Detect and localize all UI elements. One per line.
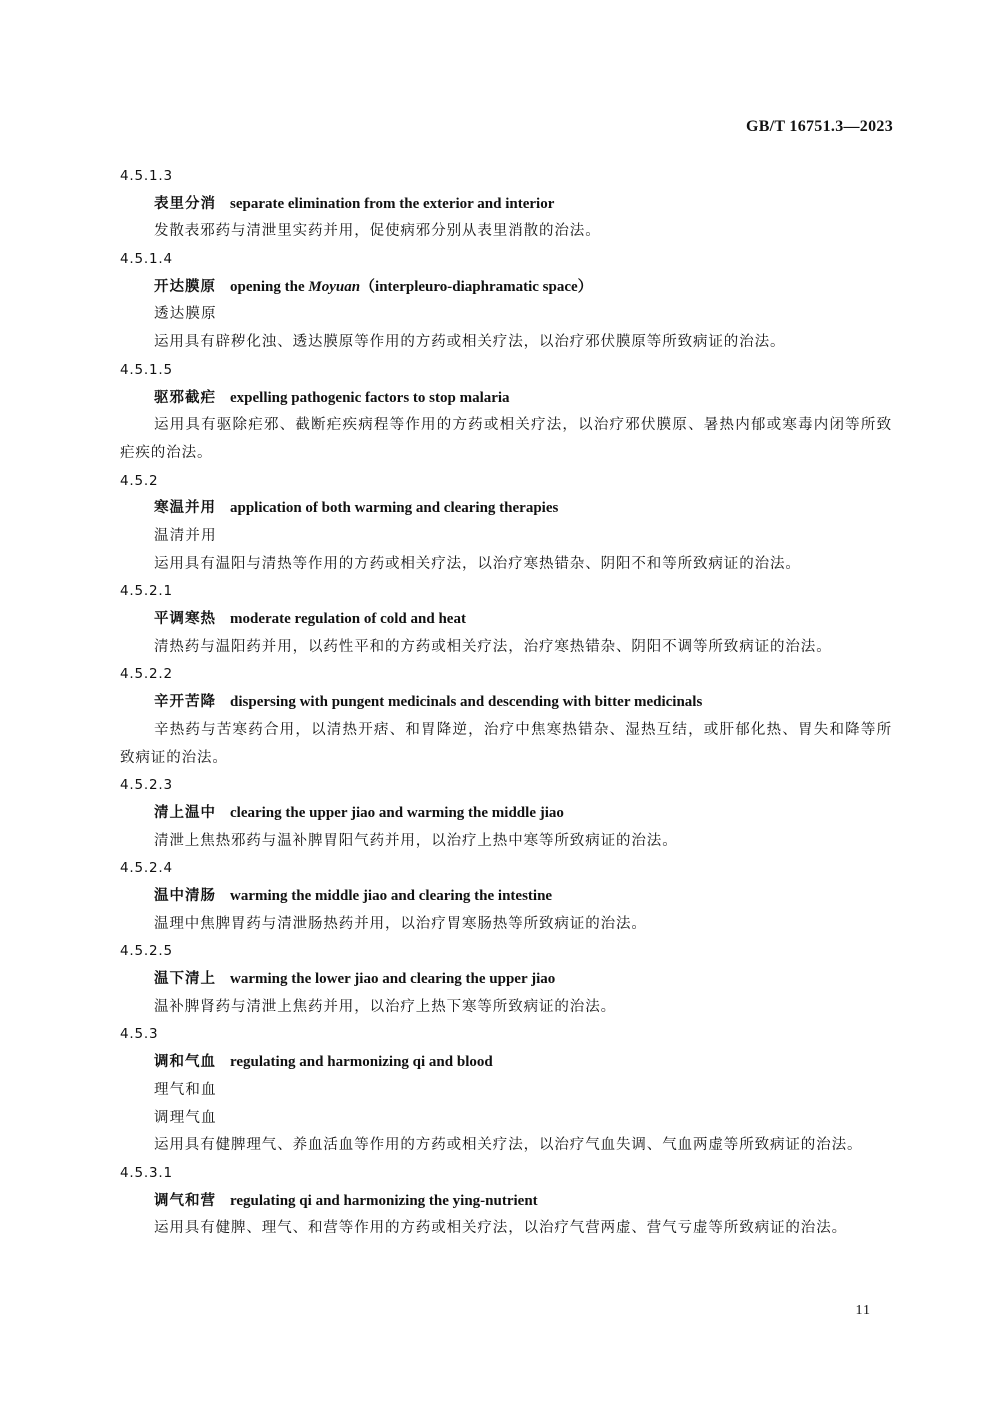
term-definition: 运用具有辟秽化浊、透达膜原等作用的方药或相关疗法，以治疗邪伏膜原等所致病证的治法。 [154, 334, 786, 351]
term-english: clearing the upper jiao and warming the middle jiao [230, 804, 564, 821]
term-line [120, 606, 892, 634]
term-synonym: 调理气血 [154, 1109, 217, 1126]
entry-number: 4.5.2.4 [120, 860, 173, 877]
standard-code: GB/T 16751.3—2023 [745, 118, 893, 135]
entry-number: 4.5.1.3 [120, 168, 173, 184]
term-chinese: 驱邪截疟 [154, 389, 216, 406]
term-line [120, 1188, 892, 1216]
term-synonym: 透达膜原 [154, 306, 217, 323]
page-number: 11 [855, 1303, 871, 1318]
term-definition: 运用具有健脾、理气、和营等作用的方药或相关疗法，以治疗气营两虚、营气亏虚等所致病证的治法。 [154, 1220, 847, 1237]
entry-number: 4.5.2.3 [120, 777, 173, 794]
term-definition: 运用具有健脾理气、养血活血等作用的方药或相关疗法，以治疗气血失调、气血两虚等所致病证的治法。 [154, 1137, 863, 1154]
term-chinese: 调气和营 [154, 1192, 216, 1209]
term-line [120, 689, 892, 717]
entry-number: 4.5.2 [120, 472, 159, 489]
term-entry [120, 1021, 892, 1159]
entry-number: 4.5.1.4 [120, 251, 173, 268]
term-definition: 清泄上焦热邪药与温补脾胃阳气药并用，以治疗上热中寒等所致病证的治法。 [154, 832, 678, 849]
term-synonym: 温清并用 [154, 528, 217, 544]
term-line [120, 883, 892, 911]
term-synonym: 理气和血 [154, 1081, 217, 1098]
term-entry [120, 468, 892, 579]
term-chinese: 辛开苦降 [154, 694, 216, 711]
entry-number: 4.5.2.2 [120, 666, 173, 683]
entry-number: 4.5.3.1 [120, 1164, 173, 1181]
term-chinese: 寒温并用 [154, 500, 216, 517]
term-definition: 运用具有温阳与清热等作用的方药或相关疗法，以治疗寒热错杂、阴阳不和等所致病证的治法。 [154, 555, 801, 572]
term-english: dispersing with pungent medicinals and descending with bitter medicinals [230, 694, 703, 711]
term-line [120, 966, 892, 994]
term-line [120, 800, 892, 828]
term-definition: 运用具有驱除疟邪、截断疟疾病程等作用的方药或相关疗法，以治疗邪伏膜原、暑热内郁或寒毒内闭等所致疟疾的治法。 [120, 417, 892, 461]
entry-number: 4.5.3 [120, 1026, 159, 1043]
term-chinese: 温下清上 [154, 971, 216, 988]
term-english: warming the lower jiao and clearing the upper jiao [230, 971, 556, 988]
term-entry [120, 357, 892, 468]
term-english: expelling pathogenic factors to stop malaria [230, 389, 510, 406]
term-chinese: 调和气血 [154, 1054, 216, 1071]
term-english-prefix: opening the [230, 278, 309, 295]
term-definition: 辛热药与苦寒药合用，以清热开痞、和胃降逆，治疗中焦寒热错杂、湿热互结，或肝郁化热、胃失和降等所致病证的治法。 [120, 721, 892, 766]
term-english: regulating qi and harmonizing the ying-nutrient [230, 1192, 538, 1209]
term-english: regulating and harmonizing qi and blood [230, 1054, 493, 1071]
term-definition: 温理中焦脾胃药与清泄肠热药并用，以治疗胃寒肠热等所致病证的治法。 [154, 915, 647, 932]
term-english-italic: Moyuan [308, 278, 361, 295]
term-definition: 发散表邪药与清泄里实药并用，促使病邪分别从表里消散的治法。 [154, 223, 601, 240]
term-line [120, 1049, 892, 1077]
term-chinese: 平调寒热 [154, 611, 216, 628]
term-line [120, 191, 892, 219]
terms-list [120, 163, 892, 1243]
term-entry [120, 1160, 892, 1243]
term-entry [120, 772, 892, 855]
term-entry [120, 938, 892, 1021]
term-entry [120, 855, 892, 938]
term-english: application of both warming and clearing therapies [230, 500, 559, 517]
term-english: warming the middle jiao and clearing the intestine [230, 888, 553, 905]
term-english [230, 279, 593, 295]
term-definition: 清热药与温阳药并用，以药性平和的方药或相关疗法，治疗寒热错杂、阴阳不调等所致病证的治法。 [154, 638, 832, 655]
term-entry [120, 163, 892, 246]
entry-number: 4.5.1.5 [120, 361, 173, 378]
entry-number: 4.5.2.1 [120, 583, 173, 600]
term-english-suffix: （interpleuro-diaphramatic space） [360, 278, 593, 295]
term-chinese: 开达膜原 [154, 278, 216, 295]
term-line [120, 495, 892, 523]
term-english: moderate regulation of cold and heat [230, 611, 466, 628]
entry-number: 4.5.2.5 [120, 943, 173, 960]
term-definition: 温补脾肾药与清泄上焦药并用，以治疗上热下寒等所致病证的治法。 [154, 998, 616, 1015]
term-chinese: 清上温中 [154, 804, 216, 821]
term-entry [120, 578, 892, 661]
term-chinese: 温中清肠 [154, 888, 216, 905]
term-entry [120, 661, 892, 772]
term-line [120, 274, 892, 302]
term-english: separate elimination from the exterior and interior [230, 195, 555, 212]
term-chinese: 表里分消 [154, 195, 216, 212]
term-line [120, 385, 892, 413]
term-entry [120, 246, 892, 357]
